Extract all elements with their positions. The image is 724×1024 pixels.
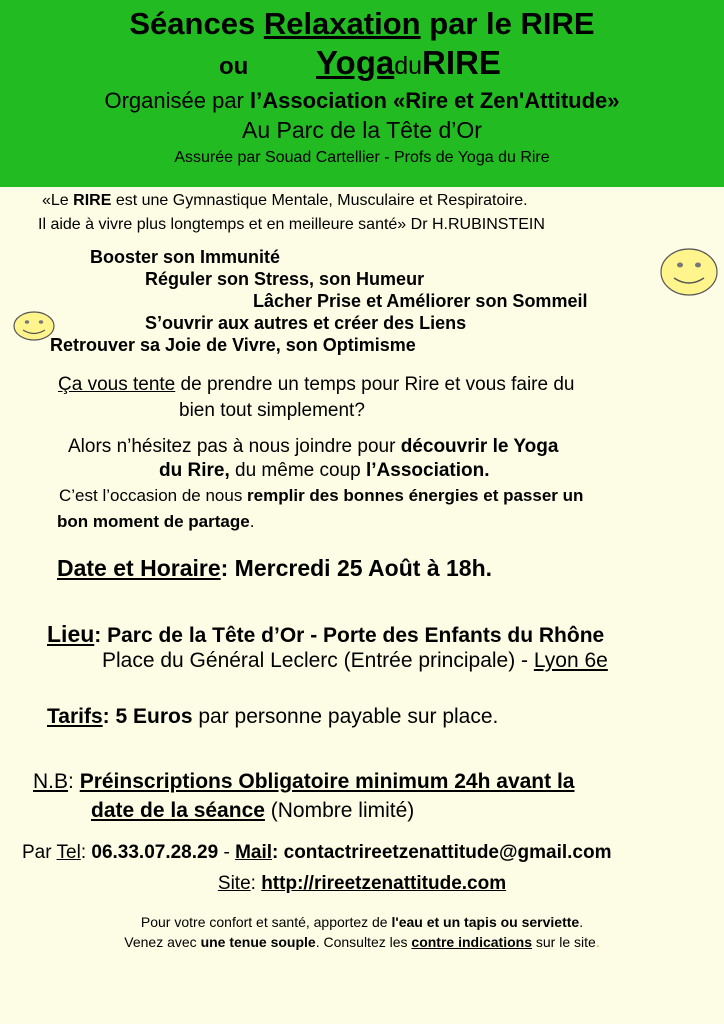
quote-line-1: «Le RIRE est une Gymnastique Mentale, Musculaire et Respiratoire.	[42, 192, 528, 209]
organizer-line: Organisée par l’Association «Rire et Zen'Attitude»	[104, 88, 620, 113]
tente-line-1: Ça vous tente de prendre un temps pour Rire et vous faire du	[58, 374, 575, 395]
benefit-3: Lâcher Prise et Améliorer son Sommeil	[253, 291, 588, 311]
quote-line-2: Il aide à vivre plus longtemps et en meilleure santé» Dr H.RUBINSTEIN	[38, 216, 545, 233]
email-link[interactable]: contactrireetzenattitude@gmail.com	[283, 842, 612, 863]
footer-line-1: Pour votre confort et santé, apportez de l'eau et un tapis ou serviette.	[140, 914, 584, 930]
ou-text: ou	[219, 53, 249, 80]
tente-line-2: bien tout simplement?	[179, 400, 365, 421]
nb-line-2: date de la séance (Nombre limité)	[91, 799, 415, 822]
phone-number[interactable]: 06.33.07.28.29	[91, 842, 219, 863]
occasion-line-1: C’est l’occasion de nous remplir des bonnes énergies et passer un	[59, 486, 584, 505]
alors-line-2: du Rire, du même coup l’Association.	[159, 460, 490, 481]
tarifs-line: Tarifs: 5 Euros par personne payable sur place.	[47, 705, 499, 728]
smiley-icon	[12, 310, 56, 342]
page-title: Séances Relaxation par le RIRE	[129, 6, 595, 41]
site-line: Site: http://rireetzenattitude.com	[217, 873, 507, 894]
lieu-line-2: Place du Général Leclerc (Entrée principale) - Lyon 6e	[102, 649, 608, 672]
smiley-icon	[659, 247, 719, 297]
lieu-line-1: Lieu: Parc de la Tête d’Or - Porte des Enfants du Rhône	[47, 621, 605, 647]
nb-line-1: N.B: Préinscriptions Obligatoire minimum 24h avant la	[33, 770, 575, 793]
header-banner	[0, 0, 724, 187]
benefit-2: Réguler son Stress, son Humeur	[145, 269, 425, 289]
occasion-line-2: bon moment de partage.	[57, 512, 255, 531]
benefit-1: Booster son Immunité	[90, 247, 281, 267]
date-horaire: Date et Horaire: Mercredi 25 Août à 18h.	[57, 555, 493, 581]
benefit-5: Retrouver sa Joie de Vivre, son Optimisme	[50, 335, 416, 355]
benefit-4: S’ouvrir aux autres et créer des Liens	[145, 313, 467, 333]
contact-line: Par Tel: 06.33.07.28.29 - Mail: contactrireetzenattitude@gmail.com	[22, 842, 612, 863]
assuree-line: Assurée par Souad Cartellier - Profs de Yoga du Rire	[174, 149, 550, 166]
site-link[interactable]: http://rireetzenattitude.com	[261, 873, 507, 894]
alors-line-1: Alors n’hésitez pas à nous joindre pour découvrir le Yoga	[68, 436, 559, 457]
footer-line-2: Venez avec une tenue souple. Consultez les contre indications sur le site.	[124, 934, 600, 950]
subtitle-yoga-du-rire: YogaduRIRE	[316, 44, 501, 81]
contre-indications-link[interactable]: contre indications	[411, 934, 532, 950]
location-line: Au Parc de la Tête d’Or	[242, 117, 482, 143]
